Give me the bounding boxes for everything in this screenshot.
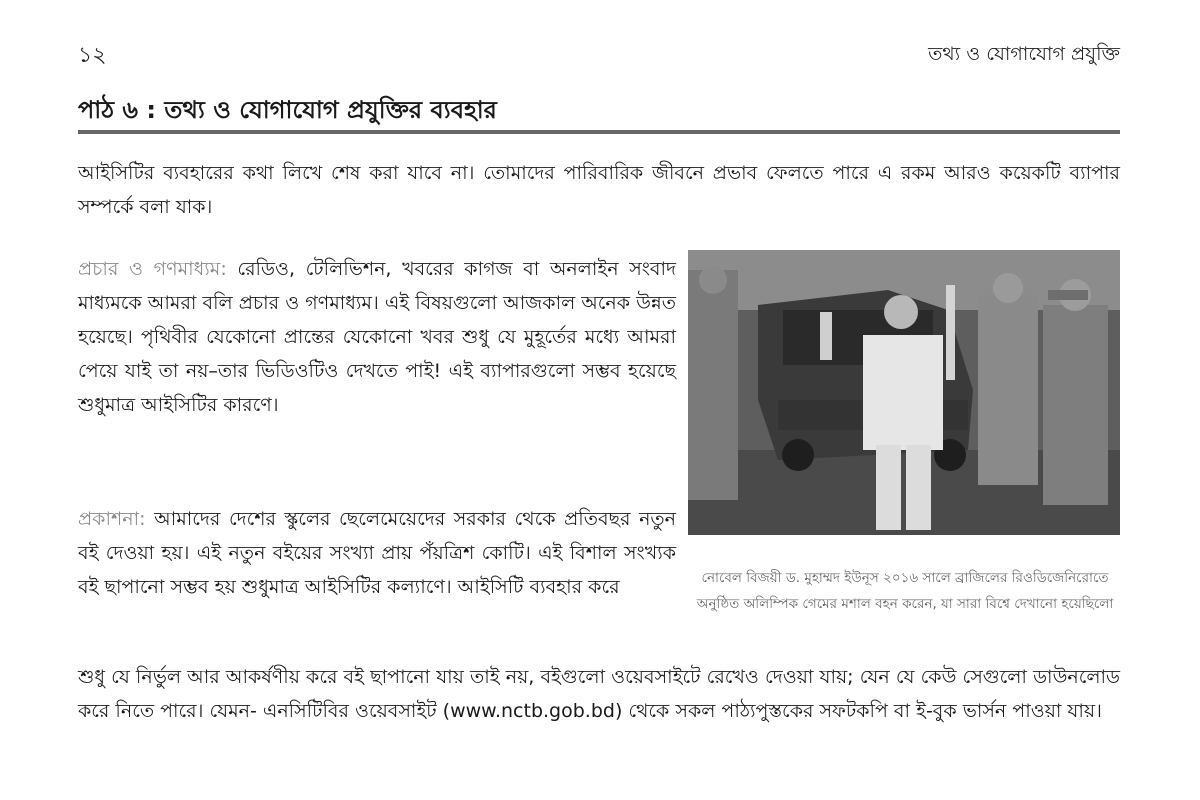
publishing-text: আমাদের দেশের স্কুলের ছেলেমেয়েদের সরকার থেকে প্রতিবছর নতুন বই দেওয়া হয়। এই নতুন বইয়ের সংখ্যা প্রায় পঁয়ত্রিশ কোটি। এই বিশাল সংখ্যক বই ছাপানো সম্ভব হয় শুধুমাত্র আইসিটির কল্যাণে। আইসিটি ব্যবহার করে xyxy=(78,508,677,598)
media-text: রেডিও, টেলিভিশন, খবরের কাগজ বা অনলাইন সংবাদ মাধ্যমকে আমরা বলি প্রচার ও গণমাধ্যম। এই বিষয়গুলো আজকাল অনেক উন্নত হয়েছে। পৃথিবীর যেকোনো প্রান্তের যেকোনো খবর শুধু যে মুহূর্তের মধ্যে আমরা পেয়ে যাই তা নয়–তার ভিডিওটিও দেখতে পাই! এই ব্যাপারগুলো সম্ভব হয়েছে শুধুমাত্র আইসিটির কারণে। xyxy=(78,258,676,416)
intro-paragraph: আইসিটির ব্যবহারের কথা লিখে শেষ করা যাবে না। তোমাদের পারিবারিক জীবনে প্রভাব ফেলতে পারে এ রকম আরও কয়েকটি ব্যাপার সম্পর্কে বলা যাক। xyxy=(78,162,1120,218)
continuation-paragraph: শুধু যে নির্ভুল আর আকর্ষণীয় করে বই ছাপানো যায় তাই নয়, বইগুলো ওয়েবসাইটে রেখেও দেওয়া যায়; যেন যে কেউ সেগুলো ডাউনলোড করে নিতে পারে। যেমন- এনসিটিবির ওয়েবসাইট (www.nctb.gob.bd) থেকে সকল পাঠ্যপুস্তকের সফটকপি বা ই-বুক ভার্সন পাওয়া যায়। xyxy=(78,666,1120,722)
page-number: ১২ xyxy=(78,43,107,68)
torch-relay-photo xyxy=(688,250,1120,535)
publishing-paragraph xyxy=(78,502,676,604)
media-paragraph xyxy=(78,252,676,422)
photo-caption: নোবেল বিজয়ী ড. মুহাম্মদ ইউনূস ২০১৬ সালে ব্রাজিলের রিওডিজেনিরোতে অনুষ্ঠিত অলিম্পিক গেমের মশাল বহন করেন, যা সারা বিশ্বে দেখানো হয়েছিলো xyxy=(696,570,1114,612)
running-header: তথ্য ও যোগাযোগ প্রযুক্তি xyxy=(928,43,1120,65)
media-term: প্রচার ও গণমাধ্যম: xyxy=(78,258,227,280)
lesson-title: পাঠ ৬ : তথ্য ও যোগাযোগ প্রযুক্তির ব্যবহার xyxy=(78,96,497,124)
title-divider xyxy=(78,130,1120,134)
publishing-term: প্রকাশনা: xyxy=(78,508,146,530)
